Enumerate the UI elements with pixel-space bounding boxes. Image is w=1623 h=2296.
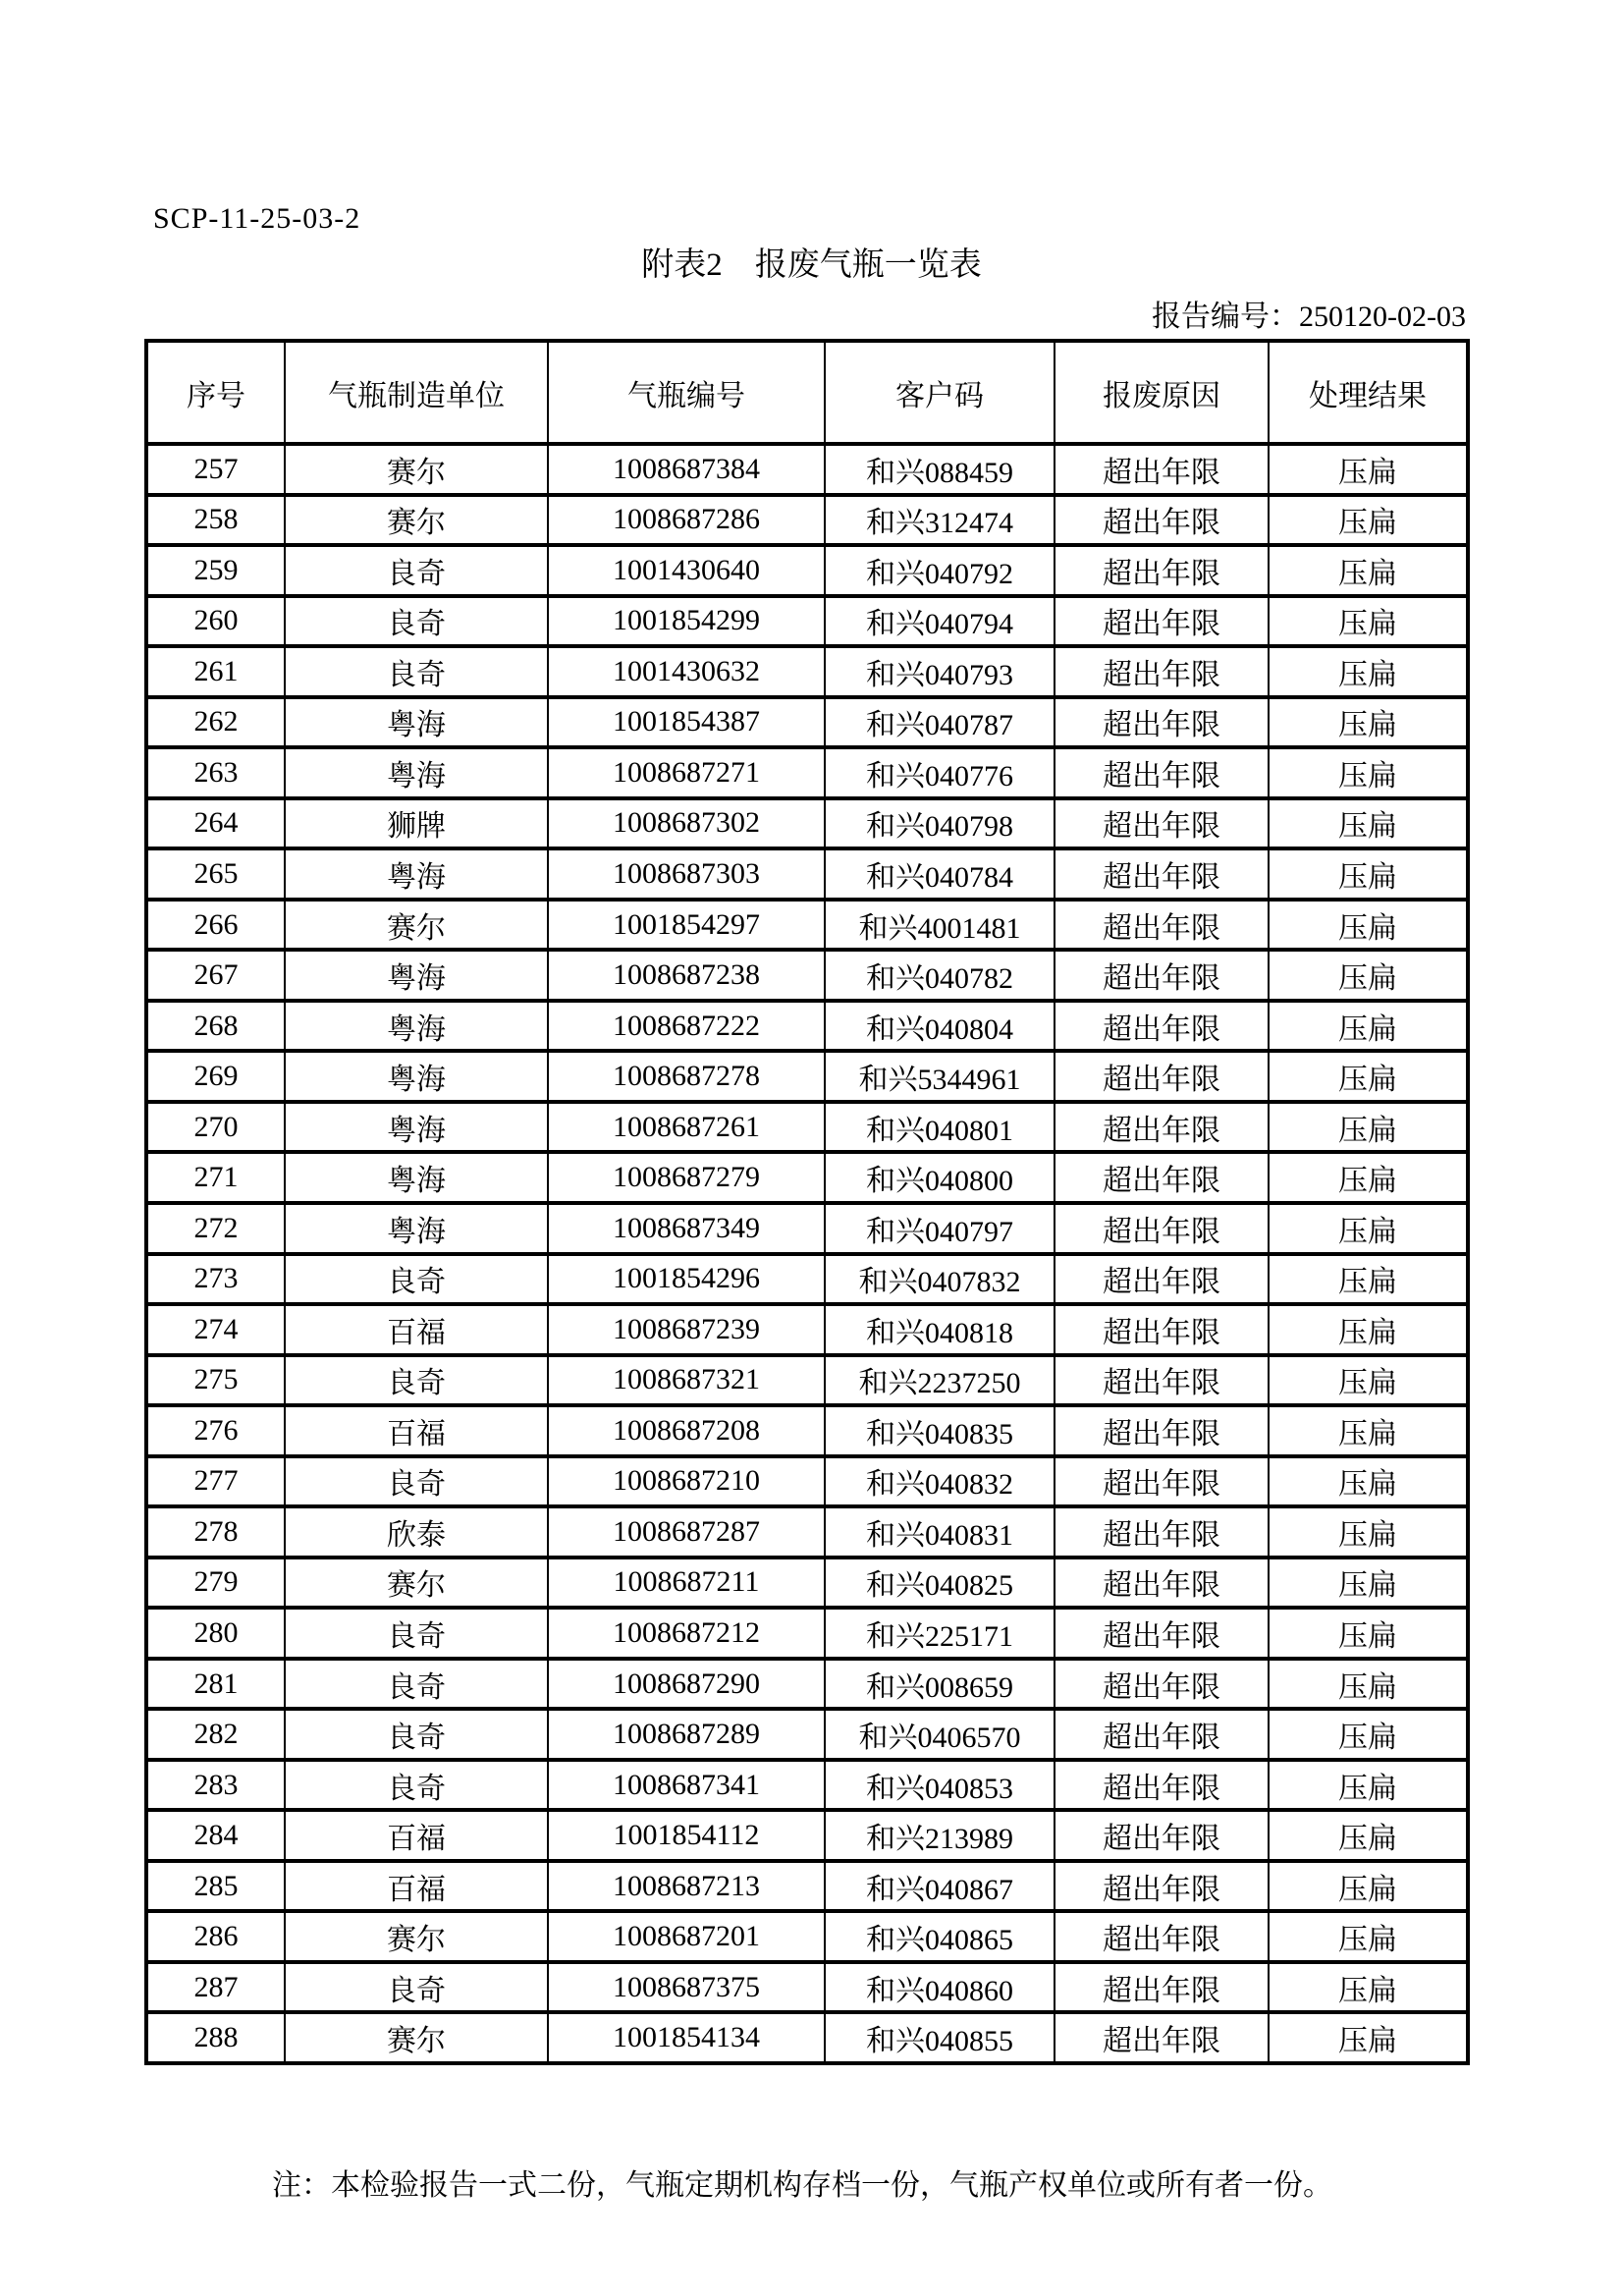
cell-cylinder-no: 1008687213 xyxy=(548,1861,825,1912)
cell-cylinder-no: 1008687302 xyxy=(548,798,825,849)
cell-disposal-result: 压扁 xyxy=(1269,1001,1468,1052)
cell-scrap-reason: 超出年限 xyxy=(1055,1203,1269,1254)
cell-customer-code: 和兴040818 xyxy=(825,1304,1055,1355)
cell-disposal-result: 压扁 xyxy=(1269,1962,1468,2013)
cell-scrap-reason: 超出年限 xyxy=(1055,646,1269,697)
cell-customer-code: 和兴040867 xyxy=(825,1861,1055,1912)
cell-disposal-result: 压扁 xyxy=(1269,1558,1468,1609)
cell-serial-no: 281 xyxy=(146,1659,285,1710)
cell-cylinder-no: 1008687349 xyxy=(548,1203,825,1254)
cell-scrap-reason: 超出年限 xyxy=(1055,1810,1269,1861)
cell-manufacturer: 粤海 xyxy=(285,1001,548,1052)
table-row xyxy=(146,697,1468,748)
cell-scrap-reason: 超出年限 xyxy=(1055,444,1269,495)
header-disposal-result: 处理结果 xyxy=(1269,341,1468,444)
header-cylinder-no: 气瓶编号 xyxy=(548,341,825,444)
cell-customer-code: 和兴040800 xyxy=(825,1152,1055,1203)
cell-scrap-reason: 超出年限 xyxy=(1055,1304,1269,1355)
table-row xyxy=(146,798,1468,849)
cell-disposal-result: 压扁 xyxy=(1269,1456,1468,1507)
cell-scrap-reason: 超出年限 xyxy=(1055,1405,1269,1456)
cell-customer-code: 和兴225171 xyxy=(825,1608,1055,1659)
cell-disposal-result: 压扁 xyxy=(1269,1405,1468,1456)
cell-scrap-reason: 超出年限 xyxy=(1055,1861,1269,1912)
cell-manufacturer: 良奇 xyxy=(285,545,548,596)
cell-cylinder-no: 1008687211 xyxy=(548,1558,825,1609)
header-serial-no: 序号 xyxy=(146,341,285,444)
cell-disposal-result: 压扁 xyxy=(1269,900,1468,951)
cell-customer-code: 和兴040855 xyxy=(825,2012,1055,2063)
cell-serial-no: 288 xyxy=(146,2012,285,2063)
cell-cylinder-no: 1008687321 xyxy=(548,1355,825,1406)
cell-cylinder-no: 1001430640 xyxy=(548,545,825,596)
table-row xyxy=(146,1001,1468,1052)
cell-cylinder-no: 1008687222 xyxy=(548,1001,825,1052)
cell-scrap-reason: 超出年限 xyxy=(1055,1911,1269,1962)
cell-cylinder-no: 1008687287 xyxy=(548,1506,825,1558)
cell-customer-code: 和兴040853 xyxy=(825,1760,1055,1811)
report-number-label: 报告编号： xyxy=(1152,301,1300,333)
cell-serial-no: 263 xyxy=(146,747,285,798)
table-row xyxy=(146,1254,1468,1305)
cell-disposal-result: 压扁 xyxy=(1269,1659,1468,1710)
table-row xyxy=(146,1558,1468,1609)
cell-manufacturer: 良奇 xyxy=(285,646,548,697)
cell-customer-code: 和兴5344961 xyxy=(825,1051,1055,1102)
cell-disposal-result: 压扁 xyxy=(1269,798,1468,849)
cell-disposal-result: 压扁 xyxy=(1269,495,1468,546)
cell-serial-no: 280 xyxy=(146,1608,285,1659)
cell-disposal-result: 压扁 xyxy=(1269,646,1468,697)
cell-cylinder-no: 1008687201 xyxy=(548,1911,825,1962)
cell-scrap-reason: 超出年限 xyxy=(1055,697,1269,748)
cell-serial-no: 269 xyxy=(146,1051,285,1102)
report-number-line xyxy=(144,292,1466,335)
cell-manufacturer: 良奇 xyxy=(285,1709,548,1760)
table-row xyxy=(146,1659,1468,1710)
cell-scrap-reason: 超出年限 xyxy=(1055,1558,1269,1609)
cell-scrap-reason: 超出年限 xyxy=(1055,900,1269,951)
cell-cylinder-no: 1001854387 xyxy=(548,697,825,748)
cell-cylinder-no: 1008687341 xyxy=(548,1760,825,1811)
cell-customer-code: 和兴040860 xyxy=(825,1962,1055,2013)
cell-scrap-reason: 超出年限 xyxy=(1055,1962,1269,2013)
cell-disposal-result: 压扁 xyxy=(1269,545,1468,596)
cell-scrap-reason: 超出年限 xyxy=(1055,2012,1269,2063)
cell-serial-no: 258 xyxy=(146,495,285,546)
cell-customer-code: 和兴2237250 xyxy=(825,1355,1055,1406)
cell-customer-code: 和兴040831 xyxy=(825,1506,1055,1558)
table-row xyxy=(146,1355,1468,1406)
cell-scrap-reason: 超出年限 xyxy=(1055,798,1269,849)
cell-disposal-result: 压扁 xyxy=(1269,444,1468,495)
cell-serial-no: 286 xyxy=(146,1911,285,1962)
header-manufacturer: 气瓶制造单位 xyxy=(285,341,548,444)
cell-cylinder-no: 1008687290 xyxy=(548,1659,825,1710)
doc-code: SCP-11-25-03-2 xyxy=(153,202,361,235)
cell-disposal-result: 压扁 xyxy=(1269,1608,1468,1659)
cell-manufacturer: 百福 xyxy=(285,1861,548,1912)
cell-customer-code: 和兴0407832 xyxy=(825,1254,1055,1305)
cell-serial-no: 261 xyxy=(146,646,285,697)
cell-serial-no: 274 xyxy=(146,1304,285,1355)
cell-disposal-result: 压扁 xyxy=(1269,1355,1468,1406)
cell-disposal-result: 压扁 xyxy=(1269,1861,1468,1912)
cell-cylinder-no: 1008687239 xyxy=(548,1304,825,1355)
footnote: 注：本检验报告一式二份，气瓶定期机构存档一份，气瓶产权单位或所有者一份。 xyxy=(272,2169,1332,2202)
cell-disposal-result: 压扁 xyxy=(1269,1051,1468,1102)
cell-manufacturer: 良奇 xyxy=(285,1456,548,1507)
cell-serial-no: 275 xyxy=(146,1355,285,1406)
cell-manufacturer: 粤海 xyxy=(285,1203,548,1254)
cell-disposal-result: 压扁 xyxy=(1269,596,1468,647)
table-row xyxy=(146,1304,1468,1355)
cell-manufacturer: 良奇 xyxy=(285,1254,548,1305)
cell-manufacturer: 粤海 xyxy=(285,1051,548,1102)
cell-cylinder-no: 1008687212 xyxy=(548,1608,825,1659)
cell-serial-no: 260 xyxy=(146,596,285,647)
cell-serial-no: 273 xyxy=(146,1254,285,1305)
cell-disposal-result: 压扁 xyxy=(1269,1506,1468,1558)
cell-manufacturer: 赛尔 xyxy=(285,444,548,495)
cell-disposal-result: 压扁 xyxy=(1269,697,1468,748)
cell-serial-no: 267 xyxy=(146,950,285,1001)
cell-manufacturer: 赛尔 xyxy=(285,900,548,951)
cell-customer-code: 和兴040801 xyxy=(825,1102,1055,1153)
cell-customer-code: 和兴040794 xyxy=(825,596,1055,647)
cell-scrap-reason: 超出年限 xyxy=(1055,950,1269,1001)
cell-serial-no: 279 xyxy=(146,1558,285,1609)
report-number-value: 250120-02-03 xyxy=(1299,301,1466,333)
cell-cylinder-no: 1008687278 xyxy=(548,1051,825,1102)
table-row xyxy=(146,545,1468,596)
cell-scrap-reason: 超出年限 xyxy=(1055,1456,1269,1507)
cell-disposal-result: 压扁 xyxy=(1269,1760,1468,1811)
cell-serial-no: 284 xyxy=(146,1810,285,1861)
cell-manufacturer: 良奇 xyxy=(285,1355,548,1406)
cell-customer-code: 和兴040865 xyxy=(825,1911,1055,1962)
table-row xyxy=(146,1051,1468,1102)
cell-scrap-reason: 超出年限 xyxy=(1055,1506,1269,1558)
cell-manufacturer: 粤海 xyxy=(285,747,548,798)
cell-customer-code: 和兴008659 xyxy=(825,1659,1055,1710)
cell-customer-code: 和兴040797 xyxy=(825,1203,1055,1254)
cell-manufacturer: 赛尔 xyxy=(285,1558,548,1609)
table-row xyxy=(146,1102,1468,1153)
cell-manufacturer: 良奇 xyxy=(285,596,548,647)
cell-cylinder-no: 1008687210 xyxy=(548,1456,825,1507)
table-row xyxy=(146,646,1468,697)
cell-cylinder-no: 1008687286 xyxy=(548,495,825,546)
cell-manufacturer: 百福 xyxy=(285,1405,548,1456)
table-row xyxy=(146,1608,1468,1659)
table-row xyxy=(146,596,1468,647)
cell-manufacturer: 狮牌 xyxy=(285,798,548,849)
cell-disposal-result: 压扁 xyxy=(1269,1254,1468,1305)
cell-manufacturer: 欣泰 xyxy=(285,1506,548,1558)
cell-serial-no: 283 xyxy=(146,1760,285,1811)
cell-cylinder-no: 1008687238 xyxy=(548,950,825,1001)
table-row xyxy=(146,1203,1468,1254)
cell-disposal-result: 压扁 xyxy=(1269,1810,1468,1861)
cell-serial-no: 259 xyxy=(146,545,285,596)
cell-serial-no: 265 xyxy=(146,848,285,900)
cell-cylinder-no: 1008687289 xyxy=(548,1709,825,1760)
page-title: 附表2 报废气瓶一览表 xyxy=(641,247,982,283)
cell-customer-code: 和兴040776 xyxy=(825,747,1055,798)
cell-manufacturer: 赛尔 xyxy=(285,495,548,546)
cell-disposal-result: 压扁 xyxy=(1269,950,1468,1001)
cell-disposal-result: 压扁 xyxy=(1269,1304,1468,1355)
cell-customer-code: 和兴040782 xyxy=(825,950,1055,1001)
cell-scrap-reason: 超出年限 xyxy=(1055,495,1269,546)
table-row xyxy=(146,1810,1468,1861)
table-row xyxy=(146,444,1468,495)
table-row xyxy=(146,1456,1468,1507)
cell-scrap-reason: 超出年限 xyxy=(1055,1608,1269,1659)
table-row xyxy=(146,1760,1468,1811)
cell-manufacturer: 粤海 xyxy=(285,1102,548,1153)
table-row xyxy=(146,950,1468,1001)
cell-scrap-reason: 超出年限 xyxy=(1055,1102,1269,1153)
cell-manufacturer: 百福 xyxy=(285,1810,548,1861)
cell-customer-code: 和兴040792 xyxy=(825,545,1055,596)
cell-manufacturer: 百福 xyxy=(285,1304,548,1355)
cell-customer-code: 和兴088459 xyxy=(825,444,1055,495)
table-row xyxy=(146,1911,1468,1962)
cell-customer-code: 和兴040835 xyxy=(825,1405,1055,1456)
cell-scrap-reason: 超出年限 xyxy=(1055,1760,1269,1811)
cell-manufacturer: 良奇 xyxy=(285,1608,548,1659)
cell-cylinder-no: 1008687303 xyxy=(548,848,825,900)
cell-customer-code: 和兴040825 xyxy=(825,1558,1055,1609)
cell-disposal-result: 压扁 xyxy=(1269,2012,1468,2063)
cell-serial-no: 257 xyxy=(146,444,285,495)
cell-scrap-reason: 超出年限 xyxy=(1055,1001,1269,1052)
cell-scrap-reason: 超出年限 xyxy=(1055,545,1269,596)
cell-cylinder-no: 1008687279 xyxy=(548,1152,825,1203)
cell-serial-no: 266 xyxy=(146,900,285,951)
cell-customer-code: 和兴040798 xyxy=(825,798,1055,849)
cell-manufacturer: 良奇 xyxy=(285,1962,548,2013)
table-body xyxy=(146,444,1468,2063)
cell-customer-code: 和兴4001481 xyxy=(825,900,1055,951)
cell-cylinder-no: 1001854297 xyxy=(548,900,825,951)
cell-cylinder-no: 1001854134 xyxy=(548,2012,825,2063)
cell-manufacturer: 粤海 xyxy=(285,697,548,748)
cell-cylinder-no: 1008687375 xyxy=(548,1962,825,2013)
cell-customer-code: 和兴040784 xyxy=(825,848,1055,900)
table-row xyxy=(146,1506,1468,1558)
cell-manufacturer: 良奇 xyxy=(285,1760,548,1811)
cell-scrap-reason: 超出年限 xyxy=(1055,1355,1269,1406)
cell-scrap-reason: 超出年限 xyxy=(1055,1152,1269,1203)
cell-disposal-result: 压扁 xyxy=(1269,1102,1468,1153)
cell-customer-code: 和兴0406570 xyxy=(825,1709,1055,1760)
cell-scrap-reason: 超出年限 xyxy=(1055,848,1269,900)
table-row xyxy=(146,848,1468,900)
header-scrap-reason: 报废原因 xyxy=(1055,341,1269,444)
cell-manufacturer: 良奇 xyxy=(285,1659,548,1710)
table-row xyxy=(146,900,1468,951)
cell-cylinder-no: 1001854296 xyxy=(548,1254,825,1305)
cell-customer-code: 和兴312474 xyxy=(825,495,1055,546)
cell-cylinder-no: 1001430632 xyxy=(548,646,825,697)
cell-serial-no: 277 xyxy=(146,1456,285,1507)
cell-customer-code: 和兴213989 xyxy=(825,1810,1055,1861)
cell-disposal-result: 压扁 xyxy=(1269,1709,1468,1760)
cell-serial-no: 276 xyxy=(146,1405,285,1456)
table-row xyxy=(146,1709,1468,1760)
cell-scrap-reason: 超出年限 xyxy=(1055,1709,1269,1760)
table-row xyxy=(146,1405,1468,1456)
cell-manufacturer: 粤海 xyxy=(285,950,548,1001)
cell-cylinder-no: 1008687384 xyxy=(548,444,825,495)
cell-manufacturer: 粤海 xyxy=(285,848,548,900)
cell-serial-no: 272 xyxy=(146,1203,285,1254)
cell-cylinder-no: 1008687271 xyxy=(548,747,825,798)
scrapped-cylinder-table xyxy=(144,339,1470,2065)
cell-scrap-reason: 超出年限 xyxy=(1055,1254,1269,1305)
cell-scrap-reason: 超出年限 xyxy=(1055,747,1269,798)
cell-cylinder-no: 1008687261 xyxy=(548,1102,825,1153)
cell-serial-no: 287 xyxy=(146,1962,285,2013)
table-row xyxy=(146,1962,1468,2013)
cell-serial-no: 264 xyxy=(146,798,285,849)
cell-customer-code: 和兴040787 xyxy=(825,697,1055,748)
cell-disposal-result: 压扁 xyxy=(1269,747,1468,798)
table-row xyxy=(146,495,1468,546)
table-row xyxy=(146,1861,1468,1912)
cell-customer-code: 和兴040804 xyxy=(825,1001,1055,1052)
cell-manufacturer: 粤海 xyxy=(285,1152,548,1203)
cell-customer-code: 和兴040832 xyxy=(825,1456,1055,1507)
cell-serial-no: 285 xyxy=(146,1861,285,1912)
header-customer-code: 客户码 xyxy=(825,341,1055,444)
cell-manufacturer: 赛尔 xyxy=(285,2012,548,2063)
table-row xyxy=(146,747,1468,798)
cell-disposal-result: 压扁 xyxy=(1269,1911,1468,1962)
cell-scrap-reason: 超出年限 xyxy=(1055,1659,1269,1710)
cell-serial-no: 270 xyxy=(146,1102,285,1153)
cell-manufacturer: 赛尔 xyxy=(285,1911,548,1962)
cell-disposal-result: 压扁 xyxy=(1269,1203,1468,1254)
cell-cylinder-no: 1008687208 xyxy=(548,1405,825,1456)
table-row xyxy=(146,1152,1468,1203)
cell-scrap-reason: 超出年限 xyxy=(1055,1051,1269,1102)
cell-customer-code: 和兴040793 xyxy=(825,646,1055,697)
cell-serial-no: 268 xyxy=(146,1001,285,1052)
cell-serial-no: 278 xyxy=(146,1506,285,1558)
cell-serial-no: 282 xyxy=(146,1709,285,1760)
table-row xyxy=(146,2012,1468,2063)
cell-disposal-result: 压扁 xyxy=(1269,848,1468,900)
cell-cylinder-no: 1001854299 xyxy=(548,596,825,647)
cell-disposal-result: 压扁 xyxy=(1269,1152,1468,1203)
cell-serial-no: 262 xyxy=(146,697,285,748)
cell-serial-no: 271 xyxy=(146,1152,285,1203)
cell-cylinder-no: 1001854112 xyxy=(548,1810,825,1861)
cell-scrap-reason: 超出年限 xyxy=(1055,596,1269,647)
table-header-row xyxy=(146,341,1468,444)
